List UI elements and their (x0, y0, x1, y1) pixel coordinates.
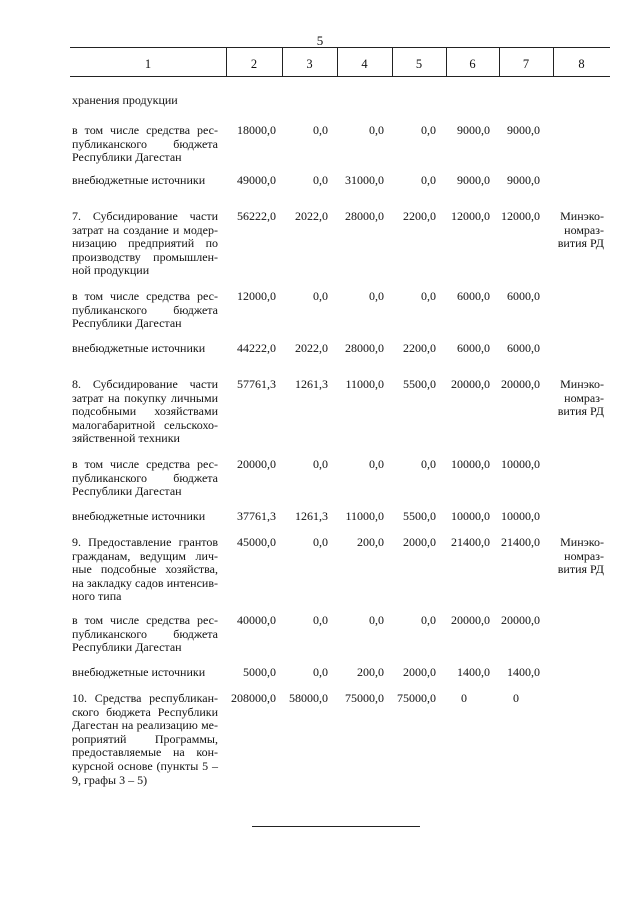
value-col-6: 0 (461, 691, 467, 705)
value-col-5: 0,0 (421, 613, 436, 627)
value-col-2: 40000,0 (237, 613, 276, 627)
row-description: хранения продукции (72, 93, 178, 107)
value-col-2: 5000,0 (243, 665, 276, 679)
value-col-4: 28000,0 (345, 209, 384, 223)
value-col-3: 0,0 (313, 173, 328, 187)
value-col-7: 12000,0 (501, 209, 540, 223)
header-col-6: 6 (469, 57, 476, 71)
value-col-2: 20000,0 (237, 457, 276, 471)
value-col-3: 2022,0 (295, 341, 328, 355)
value-col-7: 20000,0 (501, 613, 540, 627)
row-description: внебюджетные источники (72, 173, 206, 187)
value-col-7: 10000,0 (501, 457, 540, 471)
value-col-4: 28000,0 (345, 341, 384, 355)
value-col-3: 58000,0 (289, 691, 328, 705)
header-col-8: 8 (578, 57, 585, 71)
value-col-4: 0,0 (369, 613, 384, 627)
value-col-3: 0,0 (313, 457, 328, 471)
row-description: внебюджетные источники (72, 341, 206, 355)
value-col-5: 5500,0 (403, 377, 436, 391)
value-col-7: 6000,0 (507, 289, 540, 303)
header-bottom-rule (70, 76, 610, 77)
value-col-3: 0,0 (313, 289, 328, 303)
value-col-4: 200,0 (357, 665, 384, 679)
row-description: внебюджетные источники (72, 665, 206, 679)
row-description: в том числе средства республиканского бюджета Республики Дагестан (72, 123, 218, 165)
row-description: 9. Предоставление грантов гражданам, ведущим личные подсобные хозяйства, на закладку садов интенсивного типа (72, 535, 218, 604)
row-description: в том числе средства республиканского бюджета Республики Дагестан (72, 289, 218, 331)
value-col-2: 45000,0 (237, 535, 276, 549)
value-col-6: 6000,0 (457, 341, 490, 355)
value-col-2: 56222,0 (237, 209, 276, 223)
value-col-5: 2200,0 (403, 341, 436, 355)
row-description: внебюджетные источники (72, 509, 206, 523)
value-col-3: 0,0 (313, 665, 328, 679)
value-col-3: 2022,0 (295, 209, 328, 223)
value-col-4: 31000,0 (345, 173, 384, 187)
value-col-4: 0,0 (369, 123, 384, 137)
row-description: 10. Средства республиканского бюджета Республики Дагестан на реализацию мероприятий Программы, предоставляемые на конкурсной основе (пункты 5 – 9, графы 3 – 5) (72, 691, 218, 787)
header-col-2: 2 (250, 57, 258, 71)
value-col-7: 20000,0 (501, 377, 540, 391)
value-col-5: 5500,0 (403, 509, 436, 523)
row-description: 7. Субсидирование части затрат на создание и модернизацию предприятий по производству промышленной продукции (72, 209, 218, 278)
value-col-6: 21400,0 (451, 535, 490, 549)
value-col-7: 1400,0 (507, 665, 540, 679)
header-col-4: 4 (361, 57, 368, 71)
value-col-5: 2200,0 (403, 209, 436, 223)
value-col-5: 2000,0 (403, 535, 436, 549)
value-col-2: 44222,0 (237, 341, 276, 355)
value-col-4: 200,0 (357, 535, 384, 549)
value-col-2: 18000,0 (237, 123, 276, 137)
value-col-6: 10000,0 (451, 509, 490, 523)
value-col-4: 0,0 (369, 289, 384, 303)
value-col-3: 1261,3 (295, 509, 328, 523)
value-col-3: 1261,3 (295, 377, 328, 391)
value-col-7: 21400,0 (501, 535, 540, 549)
value-col-7: 9000,0 (507, 173, 540, 187)
value-col-5: 0,0 (421, 289, 436, 303)
header-col-1: 1 (144, 57, 152, 71)
value-col-7: 9000,0 (507, 123, 540, 137)
value-col-6: 1400,0 (457, 665, 490, 679)
value-col-2: 49000,0 (237, 173, 276, 187)
responsible-body: Минэкономразвития РД (557, 209, 604, 251)
value-col-6: 20000,0 (451, 377, 490, 391)
page-number: 5 (316, 33, 324, 48)
value-col-4: 11000,0 (345, 377, 384, 391)
value-col-7: 0 (513, 691, 519, 705)
value-col-5: 0,0 (421, 123, 436, 137)
value-col-2: 12000,0 (237, 289, 276, 303)
value-col-5: 0,0 (421, 173, 436, 187)
value-col-6: 6000,0 (457, 289, 490, 303)
value-col-2: 208000,0 (231, 691, 276, 705)
value-col-6: 9000,0 (457, 123, 490, 137)
header-col-7: 7 (522, 57, 530, 71)
row-description: в том числе средства республиканского бюджета Республики Дагестан (72, 457, 218, 499)
footer-rule (252, 826, 420, 827)
value-col-2: 37761,3 (237, 509, 276, 523)
value-col-6: 9000,0 (457, 173, 490, 187)
value-col-7: 10000,0 (501, 509, 540, 523)
value-col-6: 10000,0 (451, 457, 490, 471)
header-col-5: 5 (415, 57, 423, 71)
row-description: 8. Субсидирование части затрат на покупку личными подсобными хозяйствами малогабаритной сельскохозяйственной техники (72, 377, 218, 446)
value-col-5: 2000,0 (403, 665, 436, 679)
value-col-7: 6000,0 (507, 341, 540, 355)
value-col-5: 75000,0 (397, 691, 436, 705)
value-col-3: 0,0 (313, 123, 328, 137)
value-col-5: 0,0 (421, 457, 436, 471)
row-description: в том числе средства республиканского бюджета Республики Дагестан (72, 613, 218, 655)
header-col-3: 3 (306, 57, 313, 71)
value-col-4: 11000,0 (345, 509, 384, 523)
value-col-4: 0,0 (369, 457, 384, 471)
value-col-4: 75000,0 (345, 691, 384, 705)
responsible-body: Минэкономразвития РД (557, 377, 604, 419)
value-col-6: 12000,0 (451, 209, 490, 223)
header-top-rule (70, 47, 610, 48)
value-col-2: 57761,3 (237, 377, 276, 391)
responsible-body: Минэкономразвития РД (557, 535, 604, 577)
value-col-6: 20000,0 (451, 613, 490, 627)
value-col-3: 0,0 (313, 535, 328, 549)
value-col-3: 0,0 (313, 613, 328, 627)
